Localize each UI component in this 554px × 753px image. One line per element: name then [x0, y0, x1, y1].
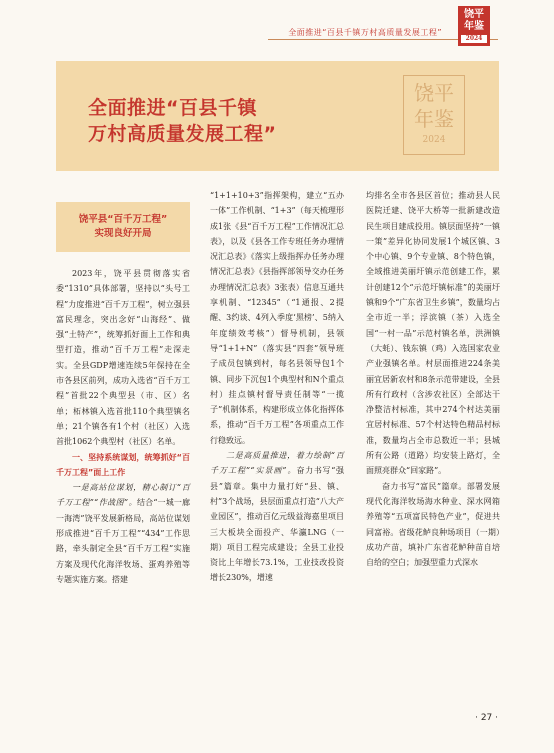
- page-number: · 27 ·: [475, 713, 498, 723]
- title-line-1: 全面推进“百县千镇: [88, 97, 257, 119]
- subtitle-line-1: 饶平县“百千万工程”: [78, 214, 168, 225]
- subtitle-line-2: 实现良好开局: [94, 228, 152, 239]
- logo-top-text: 饶平: [464, 9, 484, 20]
- title-banner: [56, 61, 499, 171]
- running-header: [0, 0, 554, 40]
- paragraph-prosperity: 奋力书写“富民”篇章。部署发展现代化海洋牧场海水种业、深水网箱养殖等“五项富民特色产业”，促进共同富裕。省级花鲈良种场项目（一期）成功产苗，填补广东省花鲈种苗自培自给的空白；加强型重力式深水: [366, 481, 500, 568]
- paragraph-mechanism: “1+1+10+3”指挥架构，建立“五办一体”工作机制、“1+3”（每天梳理形成1张《县“百千万工程”工作情况汇总表》，以及《县各工作专班任务办理情况汇总表》《落实上级指挥办任务办理情况汇总表》《县指挥部领导交办任务办理情况汇总表》3张表）信息互通共享机制、“12345”（“1通报、2提醒、3约谈、4列入季度‘黑榜’、5纳入年度绩效考核”）督导机制，县领导“1+1+N”（落实县“四套”领导班子成员包镇到村，每名县领导包1个镇、同步下沉包1个典型村和N个重点村）挂点镇村督导责任制等“一揽子”机制体系，构建形成立体化指挥体系，推动“百千万工程”各项重点工作行稳致远。: [210, 191, 344, 445]
- emphasis-lead-2: 二是高质量推进，着力绘制“百千万工程”“实景画”。: [210, 451, 344, 476]
- text-column-1: [56, 188, 190, 587]
- logo-mid-text: 年鉴: [464, 21, 484, 32]
- text-column-3: [366, 188, 500, 570]
- paragraph-progress: [210, 448, 344, 586]
- text-column-2: [210, 188, 344, 586]
- watermark-mid-text: 年鉴: [414, 107, 454, 131]
- watermark-year-text: 2024: [422, 135, 446, 145]
- title-line-2: 万村高质量发展工程”: [88, 123, 277, 145]
- paragraph-progress-body: 奋力书写“强县”篇章。集中力量打好“县、镇、村”3个战场，县层面重点打造“八大产业园区”，推动百亿元级益海嘉里项目三大板块全面投产、华瀛LNG（一期）项目工程完成建设；全县工业投资比上年增长73.1%，工业技改投资增长230%，增速: [210, 466, 345, 583]
- logo-year-text: 2024: [461, 35, 487, 43]
- page-title: [88, 95, 277, 147]
- article-subtitle: [56, 202, 190, 252]
- yearbook-logo: [458, 6, 490, 46]
- yearbook-watermark: [403, 75, 465, 155]
- paragraph-towns: 均排名全市各县区首位；推动县人民医院迁建、饶平大桥等一批新建改造民生项目建成投用。镇层面坚持“一镇一策”差异化协同发展1个城区镇、3个中心镇、9个专业镇、8个特色镇，全域推进美丽圩镇示范创建工作，累计创建12个“示范圩镇标准”的美丽圩镇和9个“广东省卫生乡镇”，数量均占全市近一半；浮滨镇（茶）入选全国“一村一品”示范村镇名单，洪洲镇（大蚝）、钱东镇（鸡）入选国家农业产业强镇名单。村层面推进224条美丽宜居新农村和8条示范带建设，全县所有行政村（含涉农社区）全部达干净整洁村标准，其中274个村达美丽宜居村标准、57个村达特色精品村标准，数量均占全市总数近一半；县城所有公路（道路）均安装上路灯，全面照亮群众“回家路”。: [366, 191, 500, 476]
- paragraph-intro: 2023年，饶平县贯彻落实省委“1310”具体部署，坚持以“头号工程”力度推进“百千万工程”，树立强县富民理念，突出念好“山海经”、做强“土特产”，统筹抓好面上工作和典型打造，推动“百千万工程”走深走实。全县GDP增速连续5年保持在全市各县区前列，成功入选省“百千万工程”首批22个典型县（市、区）名单；柘林镇入选首批110个典型镇名单；21个镇各有1个村（社区）入选首批1062个典型村（社区）名单。: [56, 269, 190, 447]
- watermark-top-text: 饶平: [414, 81, 454, 105]
- emphasis-lead: 一是高站位谋划，精心制订“百千万工程”“作战图”。: [56, 483, 190, 508]
- paragraph-plan-body: 结合“一城一廊一海湾”饶平发展新格局，高站位谋划形成推进“百千万工程”“434”工作思路，牵头制定全县“百千万工程”实施方案及现代化海洋牧场、蛋鸡养殖等专题实施方案。搭建: [56, 498, 190, 584]
- paragraph-plan: [56, 480, 190, 587]
- running-title: 全面推进“百县千镇万村高质量发展工程”: [288, 28, 442, 37]
- section-heading-1: 一、坚持系统谋划，统筹抓好“百千万工程”面上工作: [56, 452, 190, 477]
